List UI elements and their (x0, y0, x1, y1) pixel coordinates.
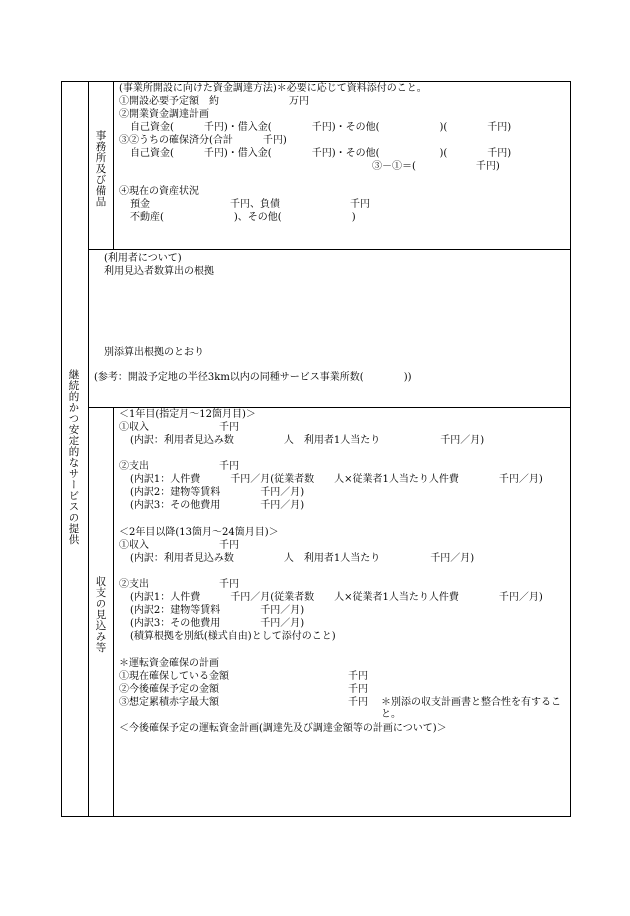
year1-expense-3: (内訳3：その他費用 千円／月) (130, 500, 305, 511)
year2-note: (積算根拠を別紙(様式自由)として添付のこと) (130, 631, 336, 642)
users-basis-note: 別添算出根拠のとおり (104, 347, 204, 358)
office-section-label: 事務所及び備品 (94, 130, 107, 207)
users-heading: (利用者について) (104, 253, 182, 264)
year1-heading: ＜1年目(指定月～12箇月目)＞ (119, 409, 256, 420)
row-divider-1 (88, 249, 571, 250)
funding-line-5: 自己資金( 千円)・借入金( 千円)・その他( )( 千円) (130, 148, 512, 159)
users-reference: (参考：開設予定地の半径3km以内の同種サービス事業所数( )) (94, 372, 412, 383)
working-capital-note: ＊別添の収支計画書と整合性を有すること。 (381, 697, 561, 720)
year1-expense: ②支出 千円 (119, 461, 239, 472)
column-divider-inner-top (113, 81, 114, 249)
year2-expense-1: (内訳1：人件費 千円／月(従業者数 人×従業者1人当たり人件費 千円／月) (130, 592, 543, 603)
working-capital-line-3: ③想定累積赤字最大額 (119, 697, 219, 708)
working-capital-unit-2: 千円 (348, 684, 368, 695)
year1-income: ①収入 千円 (119, 422, 239, 433)
assets-line-1: 預金 千円、負債 千円 (130, 199, 370, 210)
funding-heading: (事業所開設に向けた資金調達方法)＊必要に応じて資料添付のこと。 (119, 83, 427, 94)
funding-line-3: 自己資金( 千円)・借入金( 千円)・その他( )( 千円) (130, 122, 512, 133)
funding-line-6: ③－①＝( 千円) (372, 161, 500, 172)
funding-line-2: ②開業資金調達計画 (119, 109, 209, 120)
working-capital-line-2: ②今後確保予定の金額 (119, 684, 219, 695)
year1-income-detail: (内訳：利用者見込み数 人 利用者1人当たり 千円／月) (130, 435, 485, 446)
funding-line-4: ③②うちの確保済分(合計 千円) (119, 135, 287, 146)
year2-income: ①収入 千円 (119, 540, 239, 551)
assets-line-2: 不動産( )、その他( ) (130, 212, 356, 223)
assets-heading: ④現在の資産状況 (119, 186, 199, 197)
working-capital-unit-1: 千円 (348, 671, 368, 682)
working-capital-plan-heading: ＜今後確保予定の運転資金計画(調達先及び調達金額等の計画について)＞ (119, 723, 447, 734)
year1-expense-1: (内訳1：人件費 千円／月(従業者数 人×従業者1人当たり人件費 千円／月) (130, 474, 543, 485)
outer-section-label: 継続的かつ安定的なサービスの提供 (67, 369, 80, 545)
working-capital-heading: ＊運転資金確保の計画 (119, 658, 219, 669)
year1-expense-2: (内訳2：建物等賃料 千円／月) (130, 487, 305, 498)
column-divider-outer (88, 81, 89, 817)
funding-line-1: ①開設必要予定額 約 万円 (119, 96, 309, 107)
year2-expense-2: (内訳2：建物等賃料 千円／月) (130, 605, 305, 616)
working-capital-line-1: ①現在確保している金額 (119, 671, 229, 682)
users-basis-label: 利用見込者数算出の根拠 (104, 266, 214, 277)
income-section-label: 収支の見込み等 (94, 576, 107, 653)
row-divider-2 (88, 407, 571, 408)
working-capital-unit-3: 千円 (348, 697, 368, 708)
column-divider-inner-bottom (113, 407, 114, 817)
year2-heading: ＜2年目以降(13箇月～24箇月目)＞ (119, 527, 279, 538)
year2-expense: ②支出 千円 (119, 579, 239, 590)
year2-expense-3: (内訳3：その他費用 千円／月) (130, 618, 305, 629)
year2-income-detail: (内訳：利用者見込み数 人 利用者1人当たり 千円／月) (130, 553, 475, 564)
